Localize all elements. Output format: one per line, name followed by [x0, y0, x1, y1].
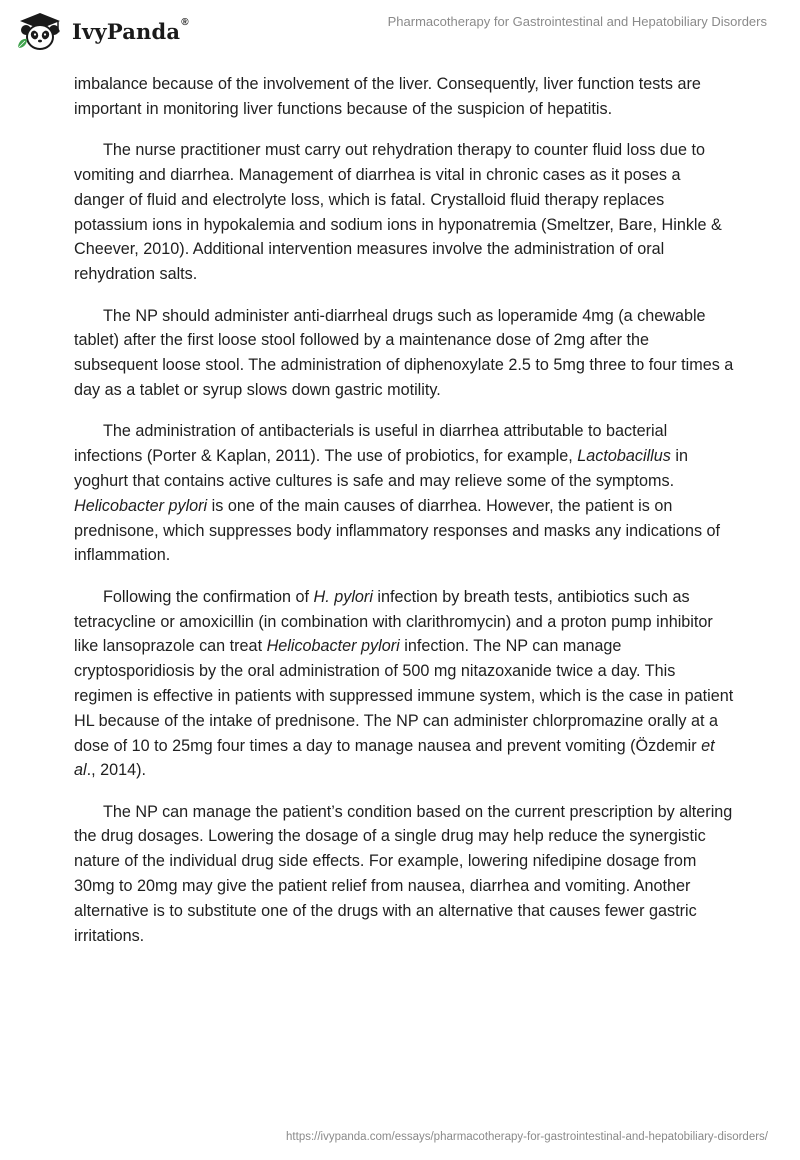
- essay-body: [74, 72, 734, 965]
- paragraph-6: The NP can manage the patient’s condition based on the current prescription by altering the drug dosages. Lowering the dosage of a single drug may help reduce the synergistic nature of the individual drug side effects. For example, lowering nifedipine dosage from 30mg to 20mg may give the patient relief from nausea, diarrhea and vomiting. Another alternative is to substitute one of the drugs with an alternative that causes fewer gastric irritations.: [74, 802, 733, 945]
- paragraph-2: The nurse practitioner must carry out rehydration therapy to counter fluid loss due to vomiting and diarrhea. Management of diarrhea is vital in chronic cases as it poses a danger of fluid and electrolyte loss, which is fatal. Crystalloid fluid therapy replaces potassium ions in hypokalemia and sodium ions in hyponatremia (Smeltzer, Bare, Hinkle & Cheever, 2010). Additional intervention measures involve the administration of oral rehydration salts.: [74, 141, 722, 284]
- document-title: Pharmacotherapy for Gastrointestinal and Hepatobiliary Disorders: [387, 14, 767, 29]
- paragraph-5: Following the confirmation of H. pylori infection by breath tests, antibiotics such as tetracycline or amoxicillin (in combination with clarithromycin) and a proton pump inhibitor like lansoprazole can treat Helicobacter pylori infection. The NP can manage cryptosporidiosis by the oral administration of 500 mg nitazoxanide twice a day. This regimen is effective in patients with suppressed immune system, which is the case in patient HL because of the intake of prednisone. The NP can administer chlorpromazine orally at a dose of 10 to 25mg four times a day to manage nausea and prevent vomiting (Özdemir et al., 2014).: [74, 587, 734, 780]
- paragraph-1: imbalance because of the involvement of the liver. Consequently, liver function tests are important in monitoring liver functions because of the suspicion of hepatitis.: [74, 75, 701, 118]
- paragraph-3: The NP should administer anti-diarrheal drugs such as loperamide 4mg (a chewable tablet) after the first loose stool followed by a maintenance dose of 2mg after the subsequent loose stool. The administration of diphenoxylate 2.5 to 5mg three to four times a day as a tablet or syrup slows down gastric motility.: [74, 306, 734, 399]
- italic-term: H. pylori: [313, 587, 373, 606]
- source-url[interactable]: https://ivypanda.com/essays/pharmacotherapy-for-gastrointestinal-and-hepatobiliary-disorders/: [286, 1131, 768, 1143]
- page-header: [0, 0, 800, 70]
- ivypanda-logo[interactable]: [14, 8, 214, 52]
- italic-term: et al: [74, 736, 715, 780]
- italic-term: Helicobacter pylori: [266, 637, 400, 656]
- italic-term: Lactobacillus: [577, 447, 671, 466]
- paragraph-4: The administration of antibacterials is useful in diarrhea attributable to bacterial infections (Porter & Kaplan, 2011). The use of probiotics, for example, Lactobacillus in yoghurt that contains active cultures is safe and may relieve some of the symptoms. Helicobacter pylori is one of the main causes of diarrhea. However, the patient is on prednisone, which suppresses body inflammatory responses and masks any indications of inflammation.: [74, 422, 721, 565]
- brand-name: IvyPanda®: [72, 17, 189, 44]
- italic-term: Helicobacter pylori: [74, 496, 208, 515]
- panda-graduation-cap-icon: [14, 8, 66, 52]
